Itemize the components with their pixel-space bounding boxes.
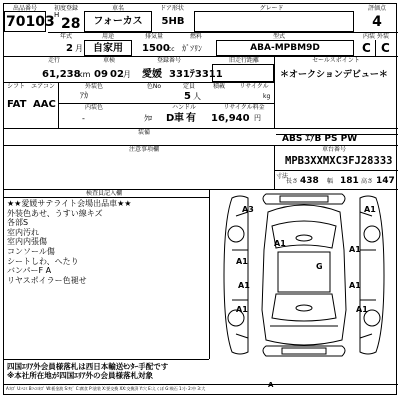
damage-legend: A:ｷｽﾞ U:ﾍｺﾐ B:ﾍｺﾐｷｽﾞ W:板金波 S:ｻﾋﾞ C:腐食 P:塗装 X:要交換 XX:交換済 Y:穴 E:えくぼ G:飛石 1:小 2:中 3:大 — [6, 386, 206, 391]
ac: AAC — [33, 99, 56, 110]
mileage: 61,238 — [42, 69, 81, 80]
inspection-month: 02 — [110, 69, 124, 80]
load-unit: kg — [263, 93, 271, 100]
steering-label: ハンドル — [171, 104, 196, 111]
note-line: リヤスポイラー色褪せ — [7, 275, 87, 285]
vin: MPB3XXMXC3FJ28333 — [285, 155, 393, 167]
note-line: ★★愛媛サテライト会場出品車★★ — [7, 199, 132, 208]
footer-line: 四国ｴﾘｱ外会員様落札は西日本輸送ｾﾝﾀｰ手配です — [7, 362, 169, 371]
capacity-label: 定員 — [182, 83, 195, 90]
damage-mark-a1-bottom-right: A1 — [356, 305, 368, 314]
usage: 自家用 — [93, 43, 123, 54]
damage-mark-a3: A3 — [242, 205, 254, 214]
inspection-year: 09 — [94, 69, 108, 80]
height-label: 高さ — [361, 178, 374, 185]
fuel-label: 燃料 — [189, 33, 202, 40]
car-damage-diagram — [210, 190, 398, 360]
first-reg-month-unit: 月 — [75, 44, 83, 53]
recycle-status: 有 — [186, 113, 196, 124]
size-label: 寸法 — [276, 173, 289, 180]
car-name: フォーカス — [93, 16, 143, 27]
model-type-label: 型式 — [272, 33, 285, 40]
vin-label: 車台番号 — [321, 146, 346, 153]
inner-color-label: 内装色 — [84, 104, 103, 111]
plate-region: 愛媛 — [142, 69, 162, 80]
recycle-fee-label: リサイクル料金 — [223, 104, 265, 111]
model-year-label: 年式 — [59, 33, 72, 40]
note-line: 室内汚れ — [7, 227, 39, 237]
model-type: ABA-MPBM9D — [250, 43, 320, 53]
ac-label: エアコン — [31, 83, 55, 90]
note-line: コンソール傷 — [7, 246, 55, 256]
mileage-label: 走行 — [47, 57, 60, 64]
length: 438 — [300, 176, 319, 186]
era-year: 28 — [61, 16, 81, 32]
plate-no: 331ﾃ3311 — [169, 69, 223, 80]
fuel: ｶﾞｿﾘﾝ — [182, 44, 202, 53]
color-label: 外装色 — [84, 83, 103, 90]
displacement-unit: cc — [168, 46, 175, 53]
length-label: 長さ — [286, 178, 299, 185]
recycle-fee: 16,940 — [211, 113, 250, 124]
exterior-grade: C — [381, 41, 390, 55]
shift-label: シフト — [6, 83, 25, 90]
score-label: 評価点 — [367, 5, 386, 12]
damage-mark-g: G — [316, 262, 323, 271]
auction-sheet — [3, 3, 397, 395]
capacity-unit: 人 — [193, 92, 201, 101]
inspection-notes — [7, 199, 131, 285]
equipment-label: 装備 — [137, 129, 150, 136]
shift: FAT — [7, 99, 27, 110]
note-line: 各部S — [7, 218, 29, 228]
usage-label: 用途 — [101, 33, 114, 40]
recycle-label: リサイクル — [239, 83, 269, 90]
note-line: バンパーF A — [7, 266, 52, 276]
grade-box — [194, 11, 354, 32]
inspection-label: 車検 — [102, 57, 115, 64]
damage-mark-a1-right: A1 — [349, 245, 361, 254]
registration-label: 登録番号 — [156, 57, 181, 64]
equipment: ABS ｴｱB PS PW — [282, 134, 358, 144]
steering-type: D — [166, 113, 175, 124]
car-name-label: 車名 — [111, 5, 124, 12]
load-label: 積載 — [212, 83, 225, 90]
interior-grade: C — [362, 41, 371, 55]
damage-mark-a1-center: A1 — [274, 239, 286, 248]
inspection-notes-title: 検査員記入欄 — [85, 190, 122, 197]
inner-color-dash: - — [82, 114, 85, 123]
sales-point: ＊オークションデビュー＊ — [280, 70, 388, 80]
recycle-fee-unit: 円 — [254, 114, 261, 122]
mileage-unit: km — [78, 70, 91, 79]
damage-mark-a1-top-right: A1 — [364, 205, 376, 214]
note-line: シートしわ、へたり — [7, 256, 79, 266]
damage-mark-a1-left: A1 — [236, 257, 248, 266]
note-line: 室内内張傷 — [7, 237, 47, 247]
inspection-unit: 月 — [123, 70, 131, 79]
damage-mark-a-corner: A — [268, 381, 274, 389]
damage-mark-a1-lower-right: A1 — [349, 281, 361, 290]
steering: 車 — [174, 113, 184, 124]
prev-odometer-label: 旧走行距離 — [228, 57, 259, 64]
height: 147 — [376, 176, 395, 186]
displacement-label: 排気量 — [144, 33, 163, 40]
grade-label: グレード — [259, 5, 284, 12]
color-no-label: 色No — [146, 83, 162, 90]
door-shape: 5HB — [161, 16, 185, 27]
lot-no-label: 出品番号 — [12, 5, 37, 12]
prev-odometer-box — [212, 64, 274, 82]
notes-label: 注意事項欄 — [128, 146, 159, 153]
lot-no: 70103 — [6, 14, 55, 30]
damage-mark-a1-lower-left: A1 — [238, 281, 250, 290]
sales-point-label: セールスポイント — [312, 57, 360, 64]
displacement: 1500 — [142, 43, 170, 54]
footer-line: ※本社所在地が四国ｴﾘｱ外の会員様落札対象 — [7, 371, 154, 380]
width-label: 幅 — [327, 178, 334, 185]
inner-color: ｸﾛ — [144, 114, 152, 123]
width: 181 — [340, 176, 359, 186]
note-line: 外装色あせ、うすい線キズ — [7, 208, 103, 218]
color: ｱｶ — [80, 91, 88, 100]
door-shape-label: ドア形状 — [160, 5, 184, 12]
interior-exterior-label: 内装 外装 — [363, 33, 389, 40]
first-reg-label: 初度登録 — [53, 5, 78, 12]
capacity: 5 — [184, 91, 191, 102]
damage-mark-a1-bottom-left: A1 — [236, 305, 248, 314]
first-reg-month: 2 — [66, 43, 73, 54]
era-mark: H — [54, 11, 60, 19]
score: 4 — [372, 14, 382, 30]
footer-notes — [7, 362, 168, 380]
